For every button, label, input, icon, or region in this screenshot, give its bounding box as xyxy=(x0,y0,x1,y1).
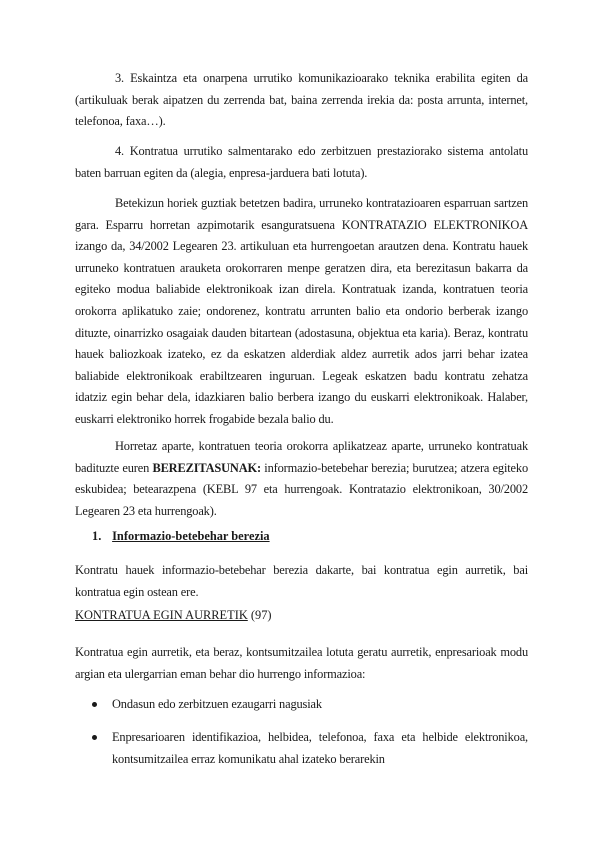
subheading xyxy=(75,608,272,623)
subheading-suffix: (97) xyxy=(247,608,272,622)
paragraph-particularities xyxy=(75,436,528,522)
paragraph-electronic-contracting: Betekizun horiek guztiak betetzen badira, urruneko kontratazioaren esparruan sartzen gara. Esparru horretan azpimotarik esanguratsuena KONTRATAZIO ELEKTRONIKOA izango da, 34/2002 Legearen 23. artikuluan eta hurrengoetan arautzen dena. Kontratu hauek urruneko kontratuen arauketa orokorraren menpe geratzen dira, eta berezitasun bakarra da egiteko modua baliabide elektronikoak izan direla. Kontratuak izanda, kontratuen teoria orokorra aplikatuko zaie; ondorenez, kontratu arrunten balio eta ondorio berberak izango dituzte, oinarrizko osagaiak dauden bitartean (adostasuna, objektua eta karia). Beraz, kontratu hauek baliozkoak izateko, ez da eskatzen alderdiak aldez aurretik ados jarri behar izatea baliabide elektronikoak erabiltzearen inguruan. Legeak eskatzen badu kontratu zehatza idatziz egin behar dela, idazkiaren balio berbera izango du euskarri elektronikoak. Halaber, euskarri elektroniko horrek frogabide bezala balio du. xyxy=(75,196,528,426)
list-item xyxy=(92,694,528,716)
list-item-text: Enpresarioaren identifikazioa, helbidea, telefonoa, faxa eta helbide elektronikoa, kontsumitzailea erraz komunikatu ahal izateko berarekin xyxy=(112,730,528,766)
bullet-icon xyxy=(92,702,97,707)
particularities-text-after: informazio-betebehar berezia; burutzea; atzera egiteko eskubidea; betearazpena (KEBL 97 eta hurrengoak. Kontratazio elektronikoan, 30/2002 Legearen 23 eta hurrengoak). xyxy=(75,460,528,518)
paragraph-item-3: 3. Eskaintza eta onarpena urrutiko komunikazioarako teknika erabilita egiten da (artikuluak berak aipatzen du zerrenda bat, baina zerrenda irekia da: posta arrunta, internet, telefonoa, faxa…). xyxy=(75,71,528,129)
section-title: Informazio-betebehar berezia xyxy=(112,529,270,543)
particularities-text-before: Horretaz aparte, kontratuen teoria orokorra aplikatzeaz aparte, urruneko kontratuak badituzte euren xyxy=(75,439,528,475)
list-item xyxy=(92,727,528,770)
particularities-bold-term: BEREZITASUNAK: xyxy=(152,460,261,475)
list-item-text: Ondasun edo zerbitzuen ezaugarri nagusiak xyxy=(112,697,322,711)
section-number: 1. xyxy=(92,529,102,543)
paragraph-item-4: 4. Kontratua urrutiko salmentarako edo zerbitzuen prestaziorako sistema antolatu baten barruan egiten da (alegia, enpresa-jarduera bati lotuta). xyxy=(75,144,528,180)
subheading-underlined: KONTRATUA EGIN AURRETIK xyxy=(75,608,248,622)
bullet-icon xyxy=(92,735,97,740)
paragraph-info-obligation: Kontratu hauek informazio-betebehar berezia dakarte, bai kontratua egin aurretik, bai kontratua egin ostean ere. xyxy=(75,563,528,599)
paragraph-before-contract: Kontratua egin aurretik, eta beraz, kontsumitzailea lotuta geratu aurretik, enpresarioak modu argian eta ulergarrian eman behar dio hurrengo informazioa: xyxy=(75,645,528,681)
section-heading xyxy=(92,529,270,544)
